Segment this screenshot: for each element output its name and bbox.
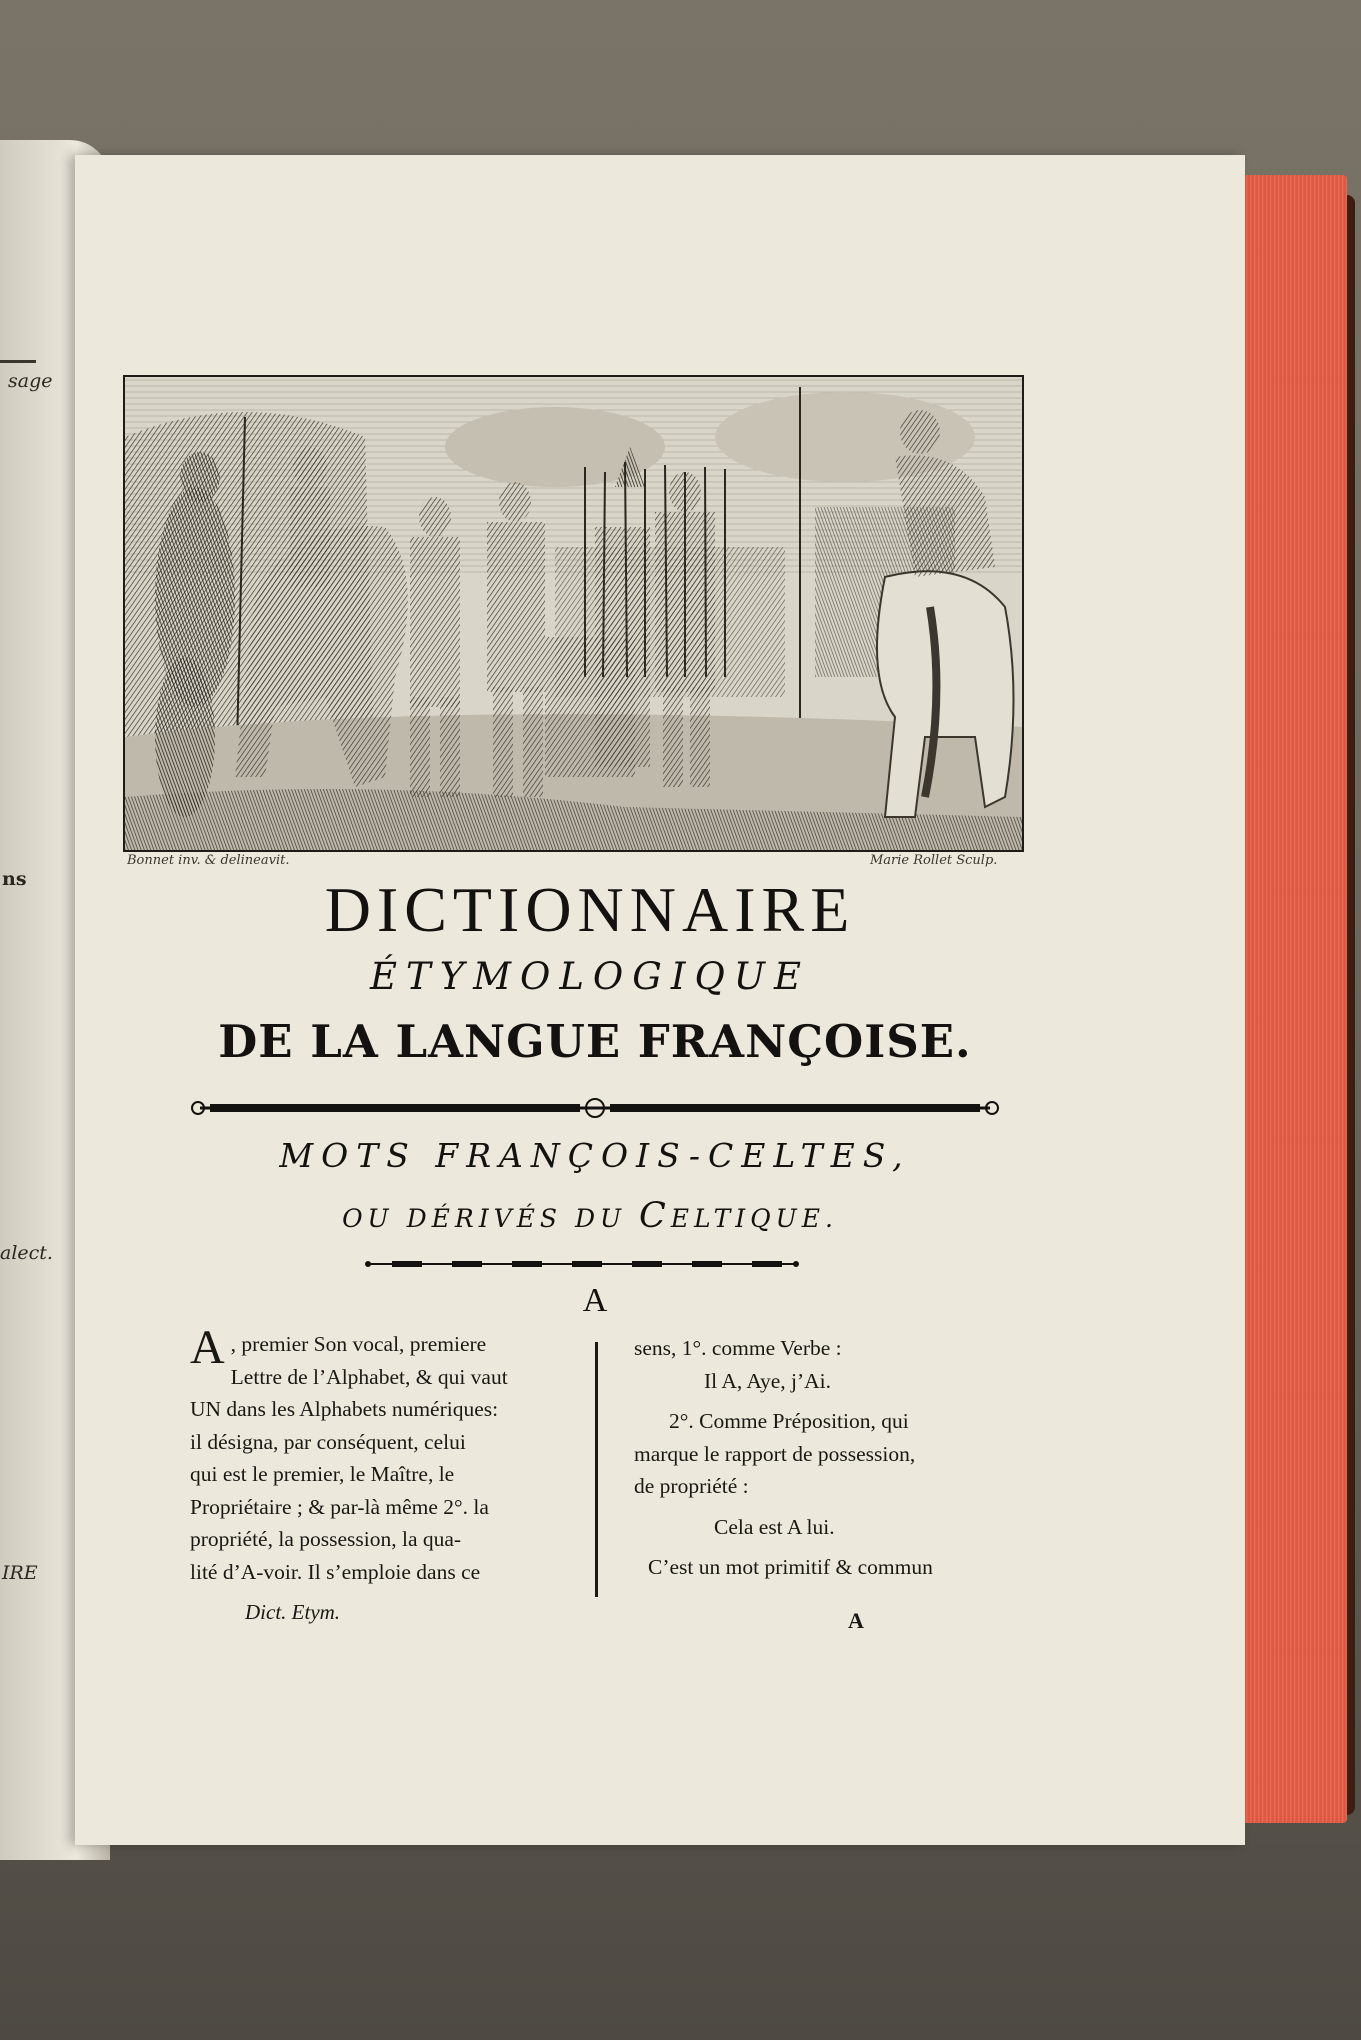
red-page-edges <box>1235 175 1347 1823</box>
subtitle-line-2-cap: C <box>639 1196 671 1236</box>
column-divider <box>595 1342 598 1597</box>
right-line-6: Cela est A lui. <box>714 1514 835 1539</box>
engraving-drawing <box>125 377 1022 850</box>
right-line-4: marque le rapport de possession, <box>634 1441 916 1466</box>
footer-signature: Dict. Etym. <box>245 1600 341 1624</box>
left-line-2: Lettre de l’Alphabet, & qui vaut <box>230 1364 508 1389</box>
left-line-3: UN dans les Alphabets numériques: <box>190 1397 499 1421</box>
left-page-text-2: ns <box>2 868 27 890</box>
ornamental-rule-small <box>362 1256 802 1272</box>
left-line-6: Propriétaire ; & par-là même 2°. la <box>190 1494 489 1519</box>
text-column-left <box>190 1321 582 1588</box>
footer-catchword: A <box>848 1608 864 1633</box>
title-line-3: DE LA LANGUE FRANÇOISE. <box>218 1015 972 1068</box>
right-line-5: de propriété : <box>634 1474 749 1498</box>
subtitle-line-2-rest: ELTIQUE. <box>670 1204 838 1233</box>
left-line-8: lité d’A-voir. Il s’emploie dans ce <box>190 1559 481 1584</box>
subtitle-line-2-prefix: OU DÉRIVÉS DU <box>342 1204 640 1233</box>
right-line-2: Il A, Aye, j’Ai. <box>704 1368 832 1393</box>
section-letter: A <box>582 1282 608 1319</box>
left-page-text-1: sage <box>8 370 53 392</box>
left-page-text-3: alect. <box>0 1242 53 1264</box>
right-line-1: sens, 1°. comme Verbe : <box>634 1336 842 1360</box>
ornamental-rule-top <box>190 1096 1000 1120</box>
subtitle-line-2 <box>240 1196 940 1236</box>
left-line-5: qui est le premier, le Maître, le <box>190 1462 455 1486</box>
left-line-7: propriété, la possession, la qua- <box>190 1527 462 1551</box>
left-line-4: il désigna, par conséquent, celui <box>190 1429 466 1454</box>
engraver-credit-right: Marie Rollet Sculp. <box>870 853 998 868</box>
title-line-1: DICTIONNAIRE <box>324 874 856 945</box>
left-page-rule <box>0 360 36 363</box>
engraver-credit-left: Bonnet inv. & delineavit. <box>127 853 290 868</box>
subtitle-line-1: MOTS FRANÇOIS-CELTES, <box>279 1136 911 1175</box>
right-line-3: 2°. Comme Préposition, qui <box>669 1409 909 1433</box>
left-page-text-4: IRE <box>2 1562 38 1584</box>
text-column-right <box>634 1332 1014 1584</box>
engraving-illustration <box>123 375 1024 852</box>
title-line-2: ÉTYMOLOGIQUE <box>370 955 810 998</box>
right-line-7: C’est un mot primitif & commun <box>648 1555 933 1579</box>
left-line-1: , premier Son vocal, premiere <box>230 1332 487 1356</box>
drop-cap: A <box>190 1321 225 1374</box>
